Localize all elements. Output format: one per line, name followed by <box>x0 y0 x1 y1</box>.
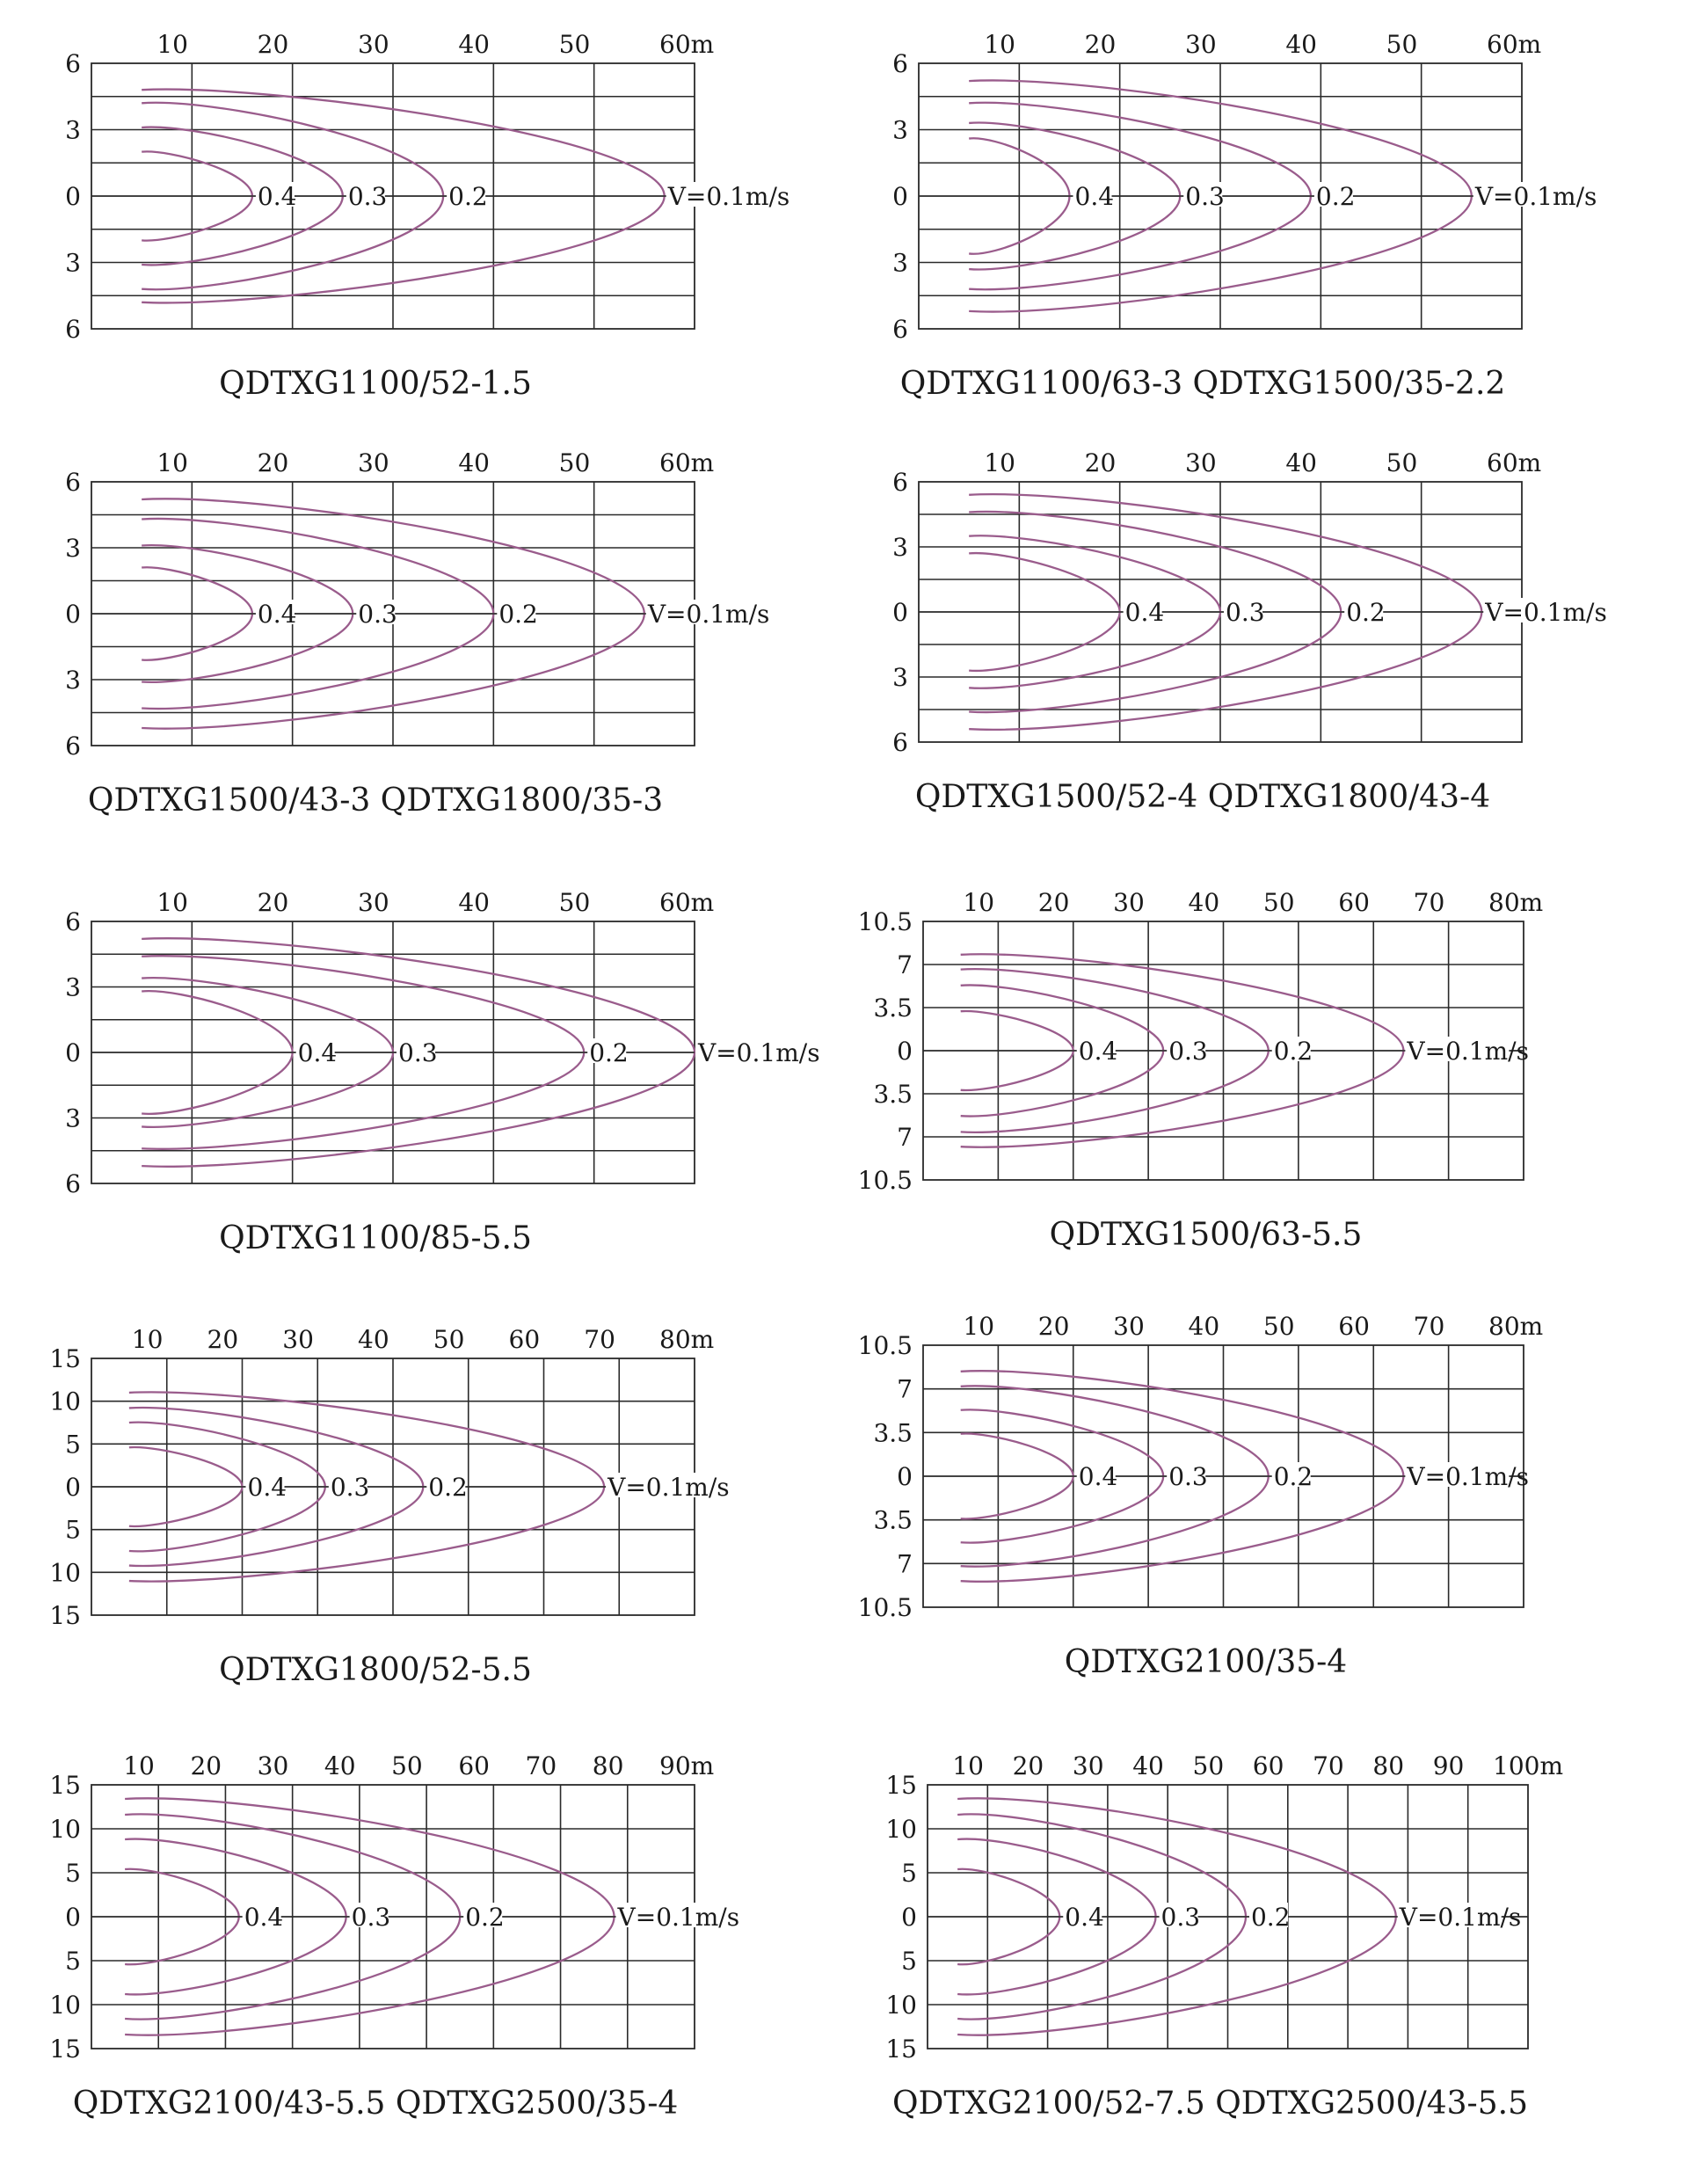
x-tick-label: 60 <box>1338 888 1370 917</box>
x-tick-label: 10 <box>984 448 1015 477</box>
contour-label: 0.3 <box>1160 1903 1201 1932</box>
y-tick-label: 3 <box>892 248 908 278</box>
y-tick-label: 5 <box>901 1947 917 1976</box>
x-tick-label: 50 <box>391 1751 423 1780</box>
x-tick-label: 50 <box>558 888 591 917</box>
contour-label: 0.4 <box>247 1473 287 1502</box>
x-tick-label: 50 <box>1262 888 1295 917</box>
y-tick-label: 10 <box>49 1991 81 2020</box>
chart-panel-10 <box>885 1751 1563 2122</box>
y-tick-label: 10.5 <box>857 1331 913 1360</box>
y-tick-label: 15 <box>885 2035 917 2064</box>
chart-panel-9 <box>49 1751 739 2122</box>
x-tick-label: 60m <box>1487 30 1542 59</box>
y-tick-label: 7 <box>897 1549 913 1579</box>
x-tick-label: 10 <box>156 888 188 917</box>
x-tick-label: 30 <box>1072 1751 1104 1780</box>
x-tick-label: 10 <box>963 1312 995 1341</box>
x-tick-label: 40 <box>1285 448 1317 477</box>
y-tick-label: 3 <box>65 115 81 145</box>
contour-label: 0.4 <box>257 182 297 211</box>
contour-label: 0.2 <box>1273 1037 1313 1066</box>
model-caption: QDTXG1100/63-3 QDTXG1500/35-2.2 <box>899 366 1506 402</box>
y-tick-label: 10.5 <box>857 907 913 936</box>
x-tick-label: 10 <box>952 1751 984 1780</box>
contour-label: 0.4 <box>1124 598 1165 627</box>
x-tick-label: 60m <box>659 30 715 59</box>
x-tick-label: 40 <box>1132 1751 1164 1780</box>
x-tick-label: 40 <box>458 888 490 917</box>
y-tick-label: 6 <box>892 315 908 344</box>
y-tick-label: 7 <box>897 950 913 979</box>
x-tick-label: 30 <box>257 1751 289 1780</box>
x-tick-label: 20 <box>190 1751 222 1780</box>
contour-label: 0.4 <box>1078 1462 1118 1491</box>
y-tick-label: 0 <box>65 182 81 211</box>
x-tick-label: 40 <box>1188 1312 1220 1341</box>
x-tick-label: 50 <box>558 30 591 59</box>
contour-label: 0.3 <box>398 1038 438 1067</box>
y-tick-label: 0 <box>65 1473 81 1502</box>
chart-panel-5 <box>65 888 819 1256</box>
y-tick-label: 10.5 <box>857 1166 913 1195</box>
contour-label: 0.4 <box>297 1038 338 1067</box>
contour-label: 0.4 <box>244 1903 284 1932</box>
y-tick-label: 15 <box>49 1344 81 1373</box>
x-tick-label: 30 <box>358 30 389 59</box>
y-tick-label: 3.5 <box>873 994 913 1023</box>
x-tick-label: 30 <box>358 448 389 477</box>
x-tick-label: 80 <box>1372 1751 1405 1780</box>
chart-panel-3 <box>65 448 769 819</box>
x-tick-label: 40 <box>324 1751 356 1780</box>
x-tick-label: 50 <box>1386 30 1418 59</box>
contour-label: V=0.1m/s <box>608 1473 730 1502</box>
y-tick-label: 5 <box>901 1859 917 1888</box>
x-tick-label: 20 <box>1037 888 1070 917</box>
contour-label: 0.2 <box>1315 182 1356 211</box>
x-tick-label: 20 <box>257 30 289 59</box>
contour-label: 0.2 <box>428 1473 468 1502</box>
model-caption: QDTXG1100/85-5.5 <box>219 1220 532 1256</box>
contour-label: 0.3 <box>1168 1462 1208 1491</box>
x-tick-label: 50 <box>1386 448 1418 477</box>
y-tick-label: 6 <box>65 1169 81 1198</box>
chart-panel-6 <box>858 888 1544 1253</box>
y-tick-label: 0 <box>897 1462 913 1491</box>
y-tick-label: 3 <box>65 1103 81 1133</box>
y-tick-label: 0 <box>892 598 908 627</box>
y-tick-label: 10.5 <box>857 1593 913 1622</box>
x-tick-label: 40 <box>458 448 490 477</box>
y-tick-label: 6 <box>892 49 908 78</box>
contour-label: 0.3 <box>1185 182 1225 211</box>
y-tick-label: 3 <box>65 972 81 1002</box>
contour-label: V=0.1m/s <box>1485 598 1607 627</box>
x-tick-label: 30 <box>1185 30 1217 59</box>
y-tick-label: 10 <box>49 1815 81 1844</box>
contour-label: 0.3 <box>330 1473 370 1502</box>
contour-label: 0.2 <box>589 1038 629 1067</box>
model-caption: QDTXG2100/52-7.5 QDTXG2500/43-5.5 <box>892 2086 1528 2122</box>
x-tick-label: 40 <box>1285 30 1317 59</box>
x-tick-label: 30 <box>282 1325 314 1354</box>
x-tick-label: 60m <box>659 448 715 477</box>
x-tick-label: 10 <box>156 448 188 477</box>
y-tick-label: 0 <box>65 1038 81 1067</box>
contour-label: 0.3 <box>1168 1037 1208 1066</box>
x-tick-label: 60 <box>508 1325 541 1354</box>
x-tick-label: 40 <box>1188 888 1220 917</box>
contour-label: V=0.1m/s <box>698 1038 820 1067</box>
contour-label: V=0.1m/s <box>1407 1462 1529 1491</box>
x-tick-label: 20 <box>1012 1751 1044 1780</box>
x-tick-label: 20 <box>207 1325 239 1354</box>
x-tick-label: 10 <box>131 1325 164 1354</box>
x-tick-label: 50 <box>1192 1751 1225 1780</box>
y-tick-label: 3 <box>65 248 81 278</box>
y-tick-label: 15 <box>885 1771 917 1800</box>
y-tick-label: 3 <box>65 534 81 563</box>
contour-label: 0.2 <box>1273 1462 1313 1491</box>
y-tick-label: 10 <box>49 1558 81 1588</box>
y-tick-label: 6 <box>65 907 81 936</box>
contour-label: 0.2 <box>498 600 538 629</box>
y-tick-label: 15 <box>49 1601 81 1630</box>
y-tick-label: 10 <box>885 1815 917 1844</box>
x-tick-label: 30 <box>358 888 389 917</box>
x-tick-label: 70 <box>584 1325 615 1354</box>
chart-panel-8 <box>858 1312 1544 1680</box>
x-tick-label: 60 <box>458 1751 490 1780</box>
contour-label: V=0.1m/s <box>1399 1903 1522 1932</box>
y-tick-label: 3.5 <box>873 1505 913 1535</box>
model-caption: QDTXG1100/52-1.5 <box>219 366 532 402</box>
contour-label: V=0.1m/s <box>617 1903 740 1932</box>
model-caption: QDTXG1500/52-4 QDTXG1800/43-4 <box>914 779 1491 815</box>
x-tick-label: 90 <box>1432 1751 1465 1780</box>
x-tick-label: 30 <box>1185 448 1217 477</box>
y-tick-label: 7 <box>897 1123 913 1152</box>
contour-label: 0.2 <box>1250 1903 1291 1932</box>
contour-label: V=0.1m/s <box>1474 182 1597 211</box>
chart-panel-1 <box>65 30 789 402</box>
y-tick-label: 5 <box>65 1859 81 1888</box>
x-tick-label: 40 <box>458 30 490 59</box>
x-tick-label: 60m <box>1487 448 1542 477</box>
contour-label: 0.2 <box>448 182 488 211</box>
contour-label: 0.4 <box>1074 182 1115 211</box>
x-tick-label: 10 <box>984 30 1015 59</box>
x-tick-label: 60 <box>1338 1312 1370 1341</box>
x-tick-label: 60 <box>1252 1751 1284 1780</box>
y-tick-label: 6 <box>65 468 81 497</box>
chart-panel-2 <box>892 30 1597 402</box>
x-tick-label: 20 <box>1084 448 1117 477</box>
y-tick-label: 15 <box>49 1771 81 1800</box>
y-tick-label: 3.5 <box>873 1080 913 1109</box>
x-tick-label: 100m <box>1493 1751 1563 1780</box>
x-tick-label: 10 <box>963 888 995 917</box>
y-tick-label: 3 <box>65 666 81 695</box>
y-tick-label: 6 <box>892 468 908 497</box>
y-tick-label: 3 <box>892 663 908 692</box>
contour-label: 0.3 <box>1226 598 1265 627</box>
y-tick-label: 0 <box>897 1037 913 1066</box>
x-tick-label: 20 <box>257 448 289 477</box>
x-tick-label: 90m <box>659 1751 715 1780</box>
model-caption: QDTXG1500/43-3 QDTXG1800/35-3 <box>87 783 664 819</box>
y-tick-label: 3 <box>892 115 908 145</box>
model-caption: QDTXG2100/43-5.5 QDTXG2500/35-4 <box>72 2086 679 2122</box>
contour-label: V=0.1m/s <box>1407 1037 1529 1066</box>
x-tick-label: 80 <box>592 1751 624 1780</box>
model-caption: QDTXG1800/52-5.5 <box>219 1652 532 1688</box>
y-tick-label: 0 <box>65 600 81 629</box>
x-tick-label: 60m <box>659 888 715 917</box>
x-tick-label: 80m <box>1488 888 1544 917</box>
y-tick-label: 0 <box>65 1903 81 1932</box>
contour-label: V=0.1m/s <box>647 600 770 629</box>
x-tick-label: 40 <box>358 1325 389 1354</box>
contour-label: 0.3 <box>347 182 388 211</box>
x-tick-label: 70 <box>1413 888 1445 917</box>
x-tick-label: 80m <box>659 1325 715 1354</box>
y-tick-label: 5 <box>65 1515 81 1545</box>
x-tick-label: 10 <box>123 1751 155 1780</box>
chart-panel-4 <box>892 448 1607 815</box>
y-tick-label: 10 <box>49 1387 81 1416</box>
y-tick-label: 10 <box>885 1991 917 2020</box>
y-tick-label: 6 <box>892 728 908 757</box>
x-tick-label: 20 <box>1084 30 1117 59</box>
contour-label: 0.4 <box>1078 1037 1118 1066</box>
y-tick-label: 6 <box>65 315 81 344</box>
y-tick-label: 0 <box>892 182 908 211</box>
x-tick-label: 50 <box>1262 1312 1295 1341</box>
y-tick-label: 3 <box>892 533 908 562</box>
contour-label: 0.2 <box>465 1903 505 1932</box>
x-tick-label: 50 <box>558 448 591 477</box>
contour-label: 0.3 <box>358 600 397 629</box>
y-tick-label: 6 <box>65 732 81 761</box>
model-caption: QDTXG2100/35-4 <box>1064 1644 1348 1680</box>
y-tick-label: 0 <box>901 1903 917 1932</box>
y-tick-label: 6 <box>65 49 81 78</box>
x-tick-label: 70 <box>525 1751 557 1780</box>
x-tick-label: 10 <box>156 30 188 59</box>
y-tick-label: 15 <box>49 2035 81 2064</box>
x-tick-label: 70 <box>1313 1751 1344 1780</box>
y-tick-label: 5 <box>65 1947 81 1976</box>
x-tick-label: 30 <box>1113 1312 1145 1341</box>
contour-label: 0.4 <box>257 600 297 629</box>
y-tick-label: 5 <box>65 1430 81 1460</box>
contour-label: V=0.1m/s <box>667 182 790 211</box>
x-tick-label: 50 <box>433 1325 465 1354</box>
y-tick-label: 7 <box>897 1374 913 1404</box>
x-tick-label: 70 <box>1413 1312 1445 1341</box>
chart-panel-7 <box>49 1325 729 1688</box>
contour-label: 0.3 <box>351 1903 391 1932</box>
x-tick-label: 20 <box>1037 1312 1070 1341</box>
x-tick-label: 20 <box>257 888 289 917</box>
contour-label: 0.2 <box>1346 598 1386 627</box>
contour-label: 0.4 <box>1065 1903 1104 1932</box>
y-tick-label: 3.5 <box>873 1418 913 1448</box>
model-caption: QDTXG1500/63-5.5 <box>1049 1217 1363 1253</box>
x-tick-label: 80m <box>1488 1312 1544 1341</box>
x-tick-label: 30 <box>1113 888 1145 917</box>
